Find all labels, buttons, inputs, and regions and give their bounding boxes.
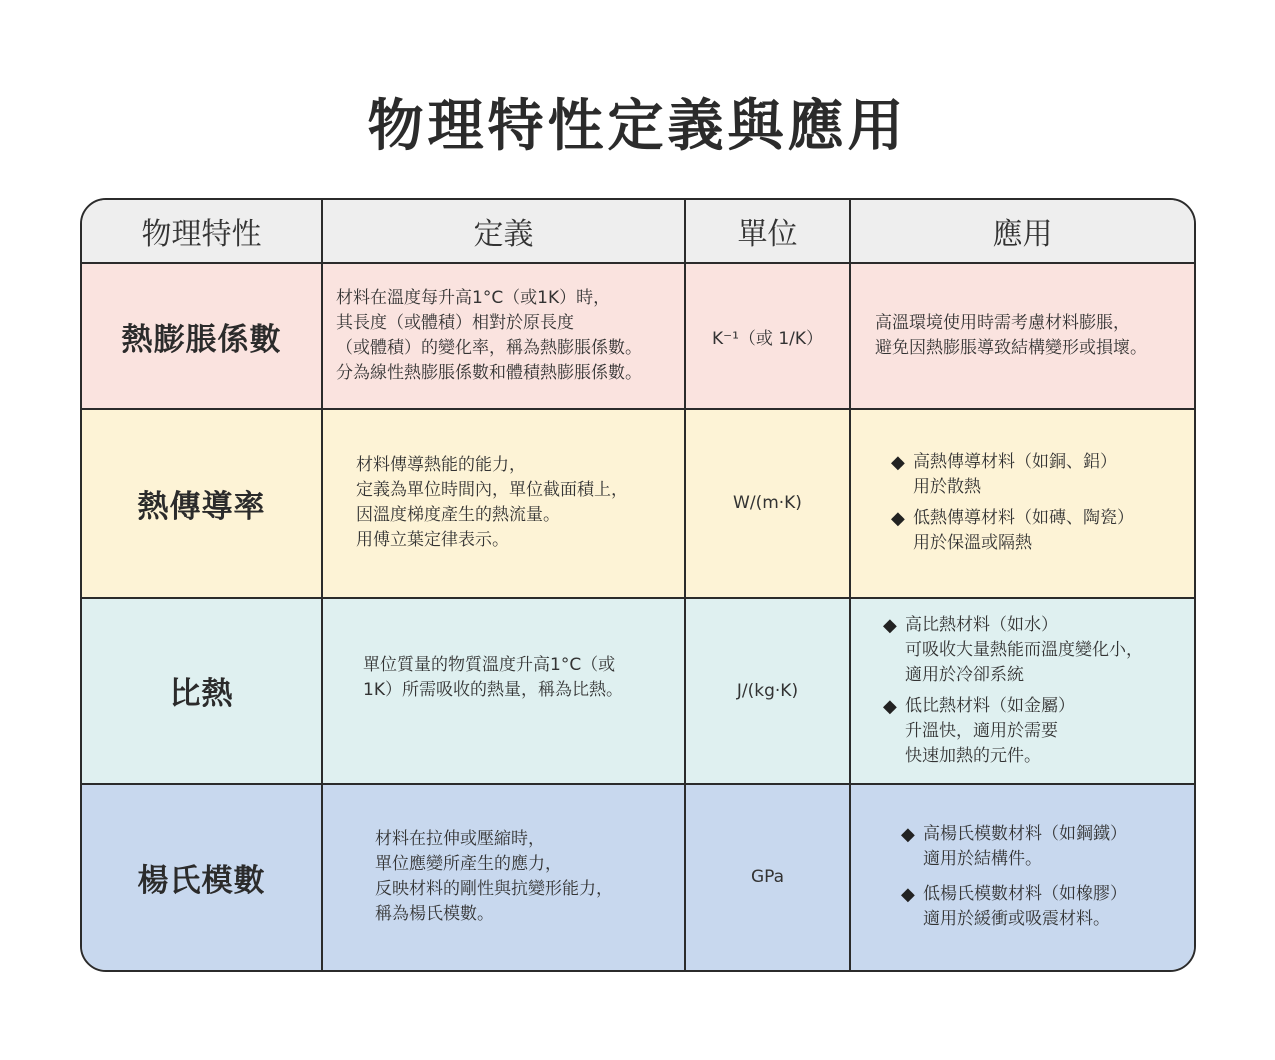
definition-line: （或體積）的變化率，稱為熱膨脹係數。 — [336, 338, 642, 359]
definition-cell — [322, 409, 685, 597]
properties-table — [80, 198, 1196, 972]
property-name: 熱傳導率 — [82, 409, 322, 597]
table-row — [82, 784, 1194, 970]
bullet-line: 適用於結構件。 — [923, 849, 1042, 870]
definition-line: 分為線性熱膨脹係數和體積熱膨脹係數。 — [336, 363, 642, 384]
diamond-bullet-icon: ◆ — [901, 884, 915, 906]
definition-line: 用傅立葉定律表示。 — [356, 530, 509, 551]
bullet-line: 適用於冷卻系統 — [905, 664, 1024, 685]
property-name: 比熱 — [82, 598, 322, 784]
application-bullet — [891, 506, 1194, 556]
header-property: 物理特性 — [82, 200, 322, 263]
application-cell — [850, 784, 1194, 970]
unit-cell: K⁻¹（或 1/K） — [685, 263, 850, 409]
application-cell — [850, 263, 1194, 409]
property-name: 楊氏模數 — [82, 784, 322, 970]
header-unit: 單位 — [685, 200, 850, 263]
header-row — [82, 200, 1194, 263]
definition-line: 材料傳導熱能的能力， — [356, 455, 526, 476]
diamond-bullet-icon: ◆ — [891, 508, 905, 530]
application-bullet — [891, 450, 1194, 500]
definition-line: 1K）所需吸收的熱量，稱為比熱。 — [363, 680, 623, 701]
bullet-line: 低楊氏模數材料（如橡膠） — [923, 884, 1127, 905]
application-line: 避免因熱膨脹導致結構變形或損壞。 — [875, 338, 1147, 359]
unit-cell: GPa — [685, 784, 850, 970]
bullet-line: 低熱傳導材料（如磚、陶瓷） — [913, 508, 1134, 529]
definition-line: 單位質量的物質溫度升高1°C（或 — [363, 655, 616, 676]
unit-cell: J/(kg·K) — [685, 598, 850, 784]
bullet-line: 高比熱材料（如水） — [905, 614, 1058, 635]
application-cell — [850, 409, 1194, 597]
header-definition: 定義 — [322, 200, 685, 263]
application-bullet — [883, 613, 1194, 688]
diamond-bullet-icon: ◆ — [901, 824, 915, 846]
bullet-line: 低比熱材料（如金屬） — [905, 695, 1075, 716]
page-title: 物理特性定義與應用 — [367, 94, 908, 159]
bullet-line: 快速加熱的元件。 — [905, 745, 1041, 766]
application-bullet — [901, 882, 1194, 932]
definition-cell — [322, 263, 685, 409]
definition-line: 材料在溫度每升高1°C（或1K）時， — [336, 288, 611, 309]
definition-line: 單位應變所產生的應力， — [375, 854, 562, 875]
diamond-bullet-icon: ◆ — [891, 452, 905, 474]
header-application: 應用 — [850, 200, 1194, 263]
application-cell — [850, 598, 1194, 784]
application-bullet — [901, 822, 1194, 872]
diamond-bullet-icon: ◆ — [883, 614, 897, 636]
bullet-line: 適用於緩衝或吸震材料。 — [923, 909, 1110, 930]
application-line: 高溫環境使用時需考慮材料膨脹， — [875, 313, 1130, 334]
bullet-line: 用於保溫或隔熱 — [913, 533, 1032, 554]
definition-line: 其長度（或體積）相對於原長度 — [336, 313, 574, 334]
property-name: 熱膨脹係數 — [82, 263, 322, 409]
definition-line: 定義為單位時間內，單位截面積上， — [356, 480, 628, 501]
definition-cell — [322, 784, 685, 970]
bullet-line: 高熱傳導材料（如銅、鋁） — [913, 452, 1117, 473]
definition-line: 反映材料的剛性與抗變形能力， — [375, 879, 613, 900]
bullet-line: 高楊氏模數材料（如鋼鐵） — [923, 824, 1127, 845]
diamond-bullet-icon: ◆ — [883, 695, 897, 717]
definition-line: 材料在拉伸或壓縮時， — [375, 829, 545, 850]
table-row — [82, 263, 1194, 409]
bullet-line: 升溫快，適用於需要 — [905, 720, 1058, 741]
table-row — [82, 409, 1194, 597]
unit-cell: W/(m·K) — [685, 409, 850, 597]
definition-cell — [322, 598, 685, 784]
application-bullet — [883, 694, 1194, 769]
definition-line: 稱為楊氏模數。 — [375, 904, 494, 925]
definition-line: 因溫度梯度產生的熱流量。 — [356, 505, 560, 526]
bullet-line: 可吸收大量熱能而溫度變化小， — [905, 639, 1143, 660]
table-row — [82, 598, 1194, 784]
bullet-line: 用於散熱 — [913, 477, 981, 498]
